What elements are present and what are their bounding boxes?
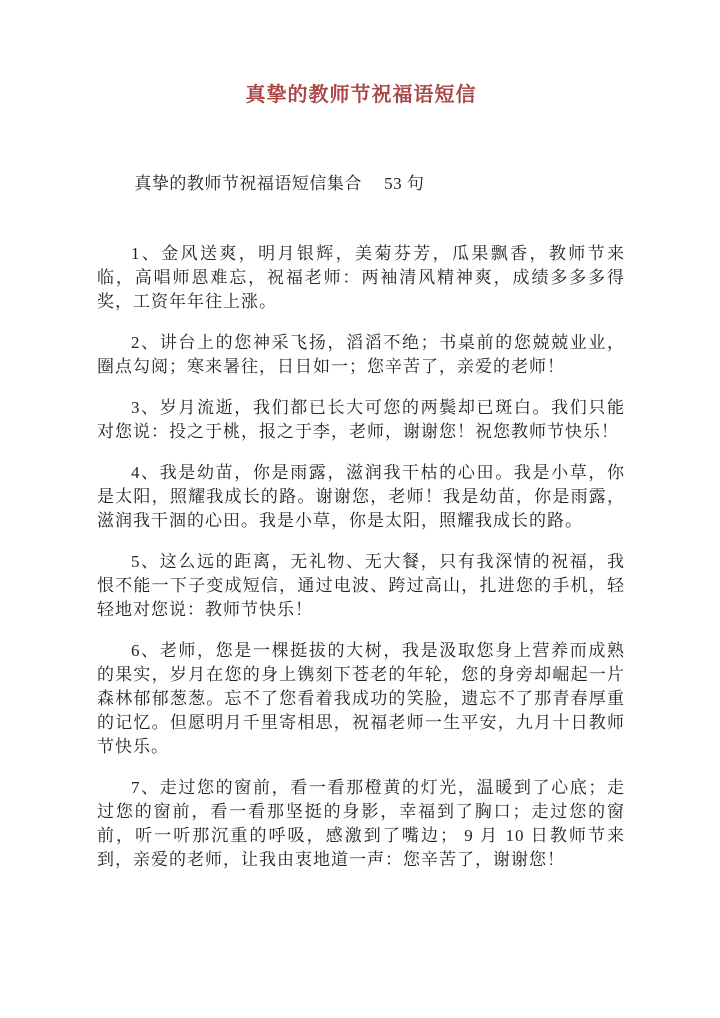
paragraph: 2、讲台上的您神采飞扬，滔滔不绝；书桌前的您兢兢业业，圈点勾阅；寒来暑往，日日如一；您辛苦了，亲爱的老师！ <box>97 333 625 376</box>
paragraph: 1、金风送爽，明月银辉，美菊芬芳，瓜果飘香，教师节来临，高唱师恩难忘，祝福老师：两袖清风精神爽，成绩多多多得奖，工资年年往上涨。 <box>97 244 625 311</box>
document-subtitle: 真挚的教师节祝福语短信集合 53 句 <box>134 174 425 193</box>
document-title: 真挚的教师节祝福语短信 <box>245 84 477 106</box>
paragraph: 4、我是幼苗，你是雨露，滋润我干枯的心田。我是小草，你是太阳，照耀我成长的路。谢谢您，老师！我是幼苗，你是雨露，滋润我干涸的心田。我是小草，你是太阳，照耀我成长的路。 <box>97 463 625 530</box>
paragraph: 7、走过您的窗前，看一看那橙黄的灯光，温暖到了心底；走过您的窗前，看一看那坚挺的身影，幸福到了胸口；走过您的窗前，听一听那沉重的呼吸，感激到了嘴边； 9 月 10 日教师节来到，亲爱的老师，让我由衷地道一声：您辛苦了，谢谢您！ <box>97 778 625 869</box>
paragraph: 5、这么远的距离，无礼物、无大餐，只有我深情的祝福，我恨不能一下子变成短信，通过电波、跨过高山，扎进您的手机，轻轻地对您说：教师节快乐！ <box>97 552 625 619</box>
paragraphs-container <box>97 242 625 872</box>
paragraph: 3、岁月流逝，我们都已长大可您的两鬓却已斑白。我们只能对您说：投之于桃，报之于李，老师，谢谢您！祝您教师节快乐！ <box>97 398 625 441</box>
paragraph: 6、老师，您是一棵挺拔的大树，我是汲取您身上营养而成熟的果实，岁月在您的身上镌刻下苍老的年轮，您的身旁却崛起一片森林郁郁葱葱。忘不了您看着我成功的笑脸，遗忘不了那青春厚重的记忆。但愿明月千里寄相思，祝福老师一生平安，九月十日教师节快乐。 <box>97 641 625 756</box>
